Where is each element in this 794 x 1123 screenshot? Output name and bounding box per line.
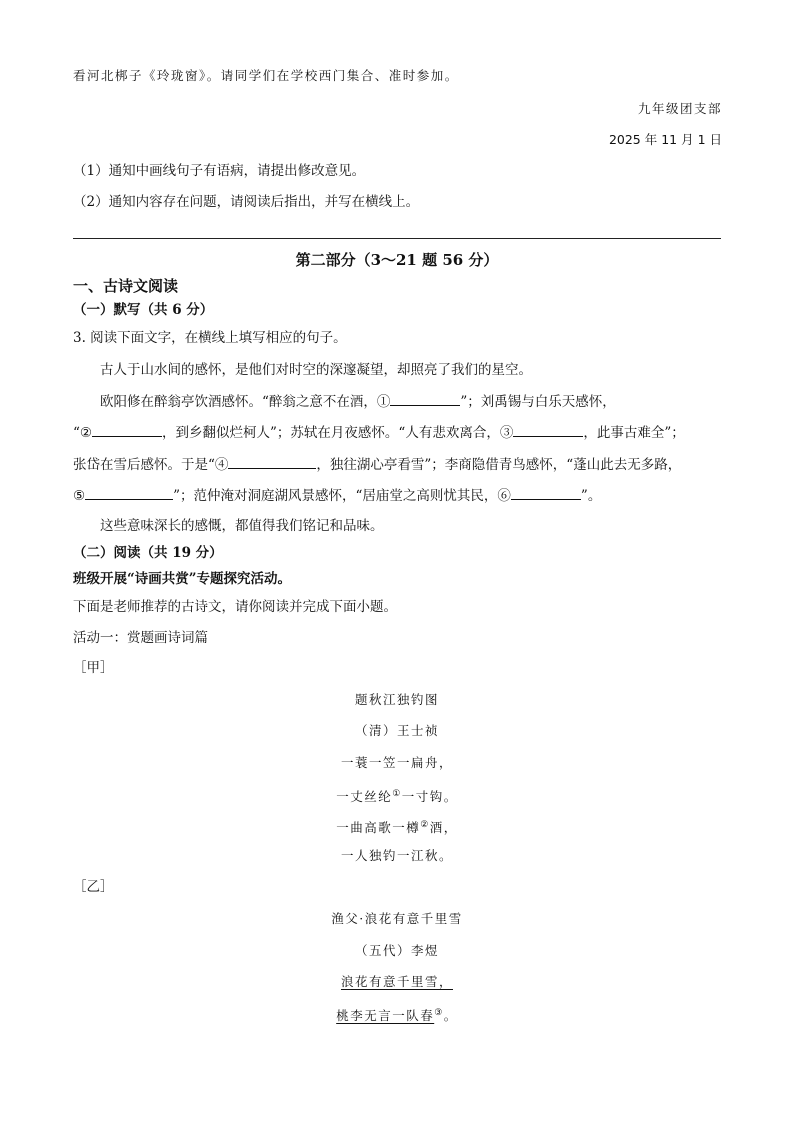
text-segment: 欧阳修在醉翁亭饮酒感怀。“醉翁之意不在酒，① bbox=[100, 394, 391, 410]
section-heading-classical: 一、古诗文阅读 bbox=[73, 277, 179, 295]
footnote-marker: ③ bbox=[434, 1008, 444, 1018]
text-segment: ，此事古难全”； bbox=[583, 425, 685, 441]
text-segment: ”；刘禹锡与白乐天感怀， bbox=[460, 394, 616, 410]
text-segment: “② bbox=[73, 425, 93, 441]
poem-a-line-1: 一蓑一笠一扁舟， bbox=[340, 755, 453, 770]
text-segment: 一寸钩。 bbox=[401, 789, 458, 805]
question-1: （1）通知中画线句子有语病，请提出修改意见。 bbox=[73, 163, 366, 179]
part2-title: 第二部分（3～21 题 56 分） bbox=[295, 251, 499, 269]
text-segment: ，到乡翻似烂柯人”；苏轼在月夜感怀。“人有悲欢离合，③ bbox=[162, 425, 514, 441]
notice-signer: 九年级团支部 bbox=[637, 101, 722, 116]
paragraph-line-3 bbox=[73, 422, 685, 443]
poem-a-line-3 bbox=[0, 815, 794, 838]
blank-1[interactable] bbox=[390, 391, 460, 406]
text-segment: 张岱在雪后感怀。于是“④ bbox=[73, 457, 229, 473]
text-segment: 一丈丝纶 bbox=[336, 789, 393, 805]
underlined-line: 浪花有意千里雪， bbox=[340, 974, 453, 989]
activity-1-heading: 活动一：赏题画诗词篇 bbox=[73, 630, 208, 646]
notice-tail-text: 看河北梆子《玲珑窗》。请同学们在学校西门集合、准时参加。 bbox=[73, 68, 459, 83]
text-segment: 酒， bbox=[429, 820, 458, 836]
text-segment: ”。 bbox=[580, 488, 602, 504]
poem-a-line-2 bbox=[0, 784, 794, 807]
poem-a-line-4: 一人独钓一江秋。 bbox=[340, 848, 453, 863]
paragraph-line-2 bbox=[100, 391, 616, 412]
blank-2[interactable] bbox=[92, 422, 162, 437]
activity-title: 班级开展“诗画共赏”专题探究活动。 bbox=[73, 571, 292, 587]
underlined-line: 桃李无言一队春 bbox=[336, 1008, 435, 1024]
blank-6[interactable] bbox=[511, 485, 581, 500]
poem-b-line-1 bbox=[0, 972, 794, 992]
text-segment: ”；范仲淹对洞庭湖风景感怀，“居庙堂之高则忧其民，⑥ bbox=[173, 488, 511, 504]
paragraph-line-4 bbox=[73, 454, 681, 475]
text-segment: 一曲高歌一樽 bbox=[336, 820, 421, 836]
blank-5[interactable] bbox=[85, 485, 173, 500]
poem-b-author: （五代）李煜 bbox=[354, 943, 439, 958]
blank-3[interactable] bbox=[513, 422, 583, 437]
text-segment: ，独往湖心亭看雪”；李商隐借青鸟感怀，“蓬山此去无多路， bbox=[316, 457, 682, 473]
text-segment: ⑤ bbox=[73, 488, 86, 504]
poem-a-title: 题秋江独钓图 bbox=[354, 692, 439, 707]
question-3: 3. 阅读下面文字，在横线上填写相应的句子。 bbox=[73, 330, 347, 346]
section-divider bbox=[73, 238, 721, 239]
poem-a-label: ［甲］ bbox=[73, 660, 114, 676]
poem-b-line-2 bbox=[0, 1003, 794, 1026]
question-2: （2）通知内容存在问题，请阅读后指出，并写在横线上。 bbox=[73, 194, 420, 210]
subsection-reading: （二）阅读（共 19 分） bbox=[73, 545, 223, 561]
text-segment: 。 bbox=[443, 1008, 458, 1024]
subsection-dictation: （一）默写（共 6 分） bbox=[73, 302, 214, 318]
footnote-marker: ① bbox=[392, 789, 402, 799]
paragraph-line-5 bbox=[73, 485, 601, 506]
paragraph-intro: 古人于山水间的感怀，是他们对时空的深邃凝望，却照亮了我们的星空。 bbox=[100, 362, 532, 378]
footnote-marker: ② bbox=[420, 820, 430, 830]
poem-a-author: （清）王士祯 bbox=[354, 723, 439, 738]
blank-4[interactable] bbox=[228, 454, 316, 469]
reading-intro: 下面是老师推荐的古诗文，请你阅读并完成下面小题。 bbox=[73, 599, 397, 615]
paragraph-closing: 这些意味深长的感慨，都值得我们铭记和品味。 bbox=[100, 518, 384, 534]
notice-date: 2025 年 11 月 1 日 bbox=[608, 132, 722, 147]
poem-b-label: ［乙］ bbox=[73, 879, 114, 895]
poem-b-title: 渔父·浪花有意千里雪 bbox=[331, 911, 463, 926]
